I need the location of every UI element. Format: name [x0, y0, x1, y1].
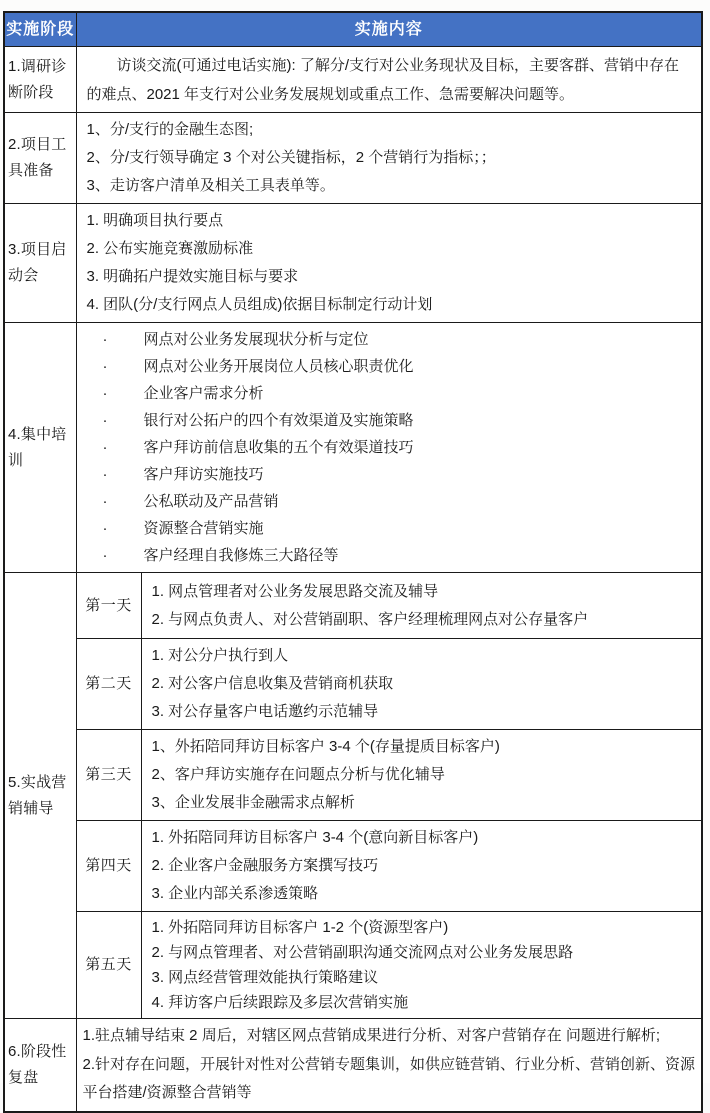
content-line: 1.驻点辅导结束 2 周后，对辖区网点营销成果进行分析、对客户营销存在 问题进行解析;: [82, 1027, 661, 1044]
phase-label-3: 3.项目启动会: [4, 204, 76, 323]
day-label-4: 第四天: [76, 821, 141, 912]
content-line: 4. 拜访客户后续跟踪及多层次营销实施: [151, 994, 409, 1011]
bullet-text: 网点对公业务发展现状分析与定位: [143, 331, 369, 348]
table-row: [4, 730, 702, 821]
table-row: [4, 1019, 702, 1112]
content-line: 2. 企业客户金融服务方案撰写技巧: [151, 857, 379, 874]
implementation-plan-table: [3, 11, 703, 1113]
header-cell-content: 实施内容: [76, 12, 702, 47]
phase-label-1: 1.调研诊断阶段: [4, 47, 76, 113]
table-row: [4, 204, 702, 323]
content-line: 1、外拓陪同拜访目标客户 3-4 个(存量提质目标客户): [151, 738, 500, 755]
bullet-item: [87, 326, 696, 353]
content-line: 3. 明确拓户提效实施目标与要求: [86, 268, 299, 285]
table-row: [4, 573, 702, 639]
bullet-text: 公私联动及产品营销: [143, 493, 279, 510]
content-line: 1. 网点管理者对公业务发展思路交流及辅导: [151, 582, 439, 600]
table-header-row: [4, 12, 702, 47]
content-line: 2. 公布实施竞赛激励标准: [86, 240, 254, 257]
bullet-icon: ·: [102, 493, 108, 510]
bullet-text: 客户拜访实施技巧: [143, 466, 264, 483]
content-line: 1. 明确项目执行要点: [86, 212, 224, 229]
phase-content-4: [76, 323, 702, 573]
content-line: 3、走访客户清单及相关工具表单等。: [86, 177, 335, 194]
content-line: 2. 与网点负责人、对公营销副职、客户经理梳理网点对公存量客户: [151, 610, 589, 628]
phase-content-6: [76, 1019, 702, 1112]
bullet-item: [87, 380, 696, 407]
phase-content-2: [76, 113, 702, 204]
content-line: 3. 对公存量客户电话邀约示范辅导: [151, 703, 379, 720]
bullet-icon: ·: [102, 385, 108, 402]
bullet-icon: ·: [102, 412, 108, 429]
day-content-5: [141, 912, 702, 1019]
bullet-item: [87, 488, 696, 515]
day-label-1: 第一天: [76, 573, 141, 639]
bullet-icon: ·: [102, 439, 108, 456]
content-line: 1. 对公分户执行到人: [151, 647, 289, 664]
bullet-text: 资源整合营销实施: [143, 520, 264, 537]
phase-label-2: 2.项目工具准备: [4, 113, 76, 204]
table-row: [4, 113, 702, 204]
bullet-item: [87, 515, 696, 542]
header-cell-phase: 实施阶段: [4, 12, 76, 47]
table-row: [4, 47, 702, 113]
table-row: [4, 639, 702, 730]
content-line: 2、分/支行领导确定 3 个对公关键指标，2 个营销行为指标；；: [86, 149, 496, 166]
bullet-text: 客户拜访前信息收集的五个有效渠道技巧: [143, 439, 414, 456]
phase-content-1: [76, 47, 702, 113]
phase-content-3: [76, 204, 702, 323]
bullet-text: 网点对公业务开展岗位人员核心职责优化: [143, 358, 414, 375]
day-content-3: [141, 730, 702, 821]
content-line: 2、客户拜访实施存在问题点分析与优化辅导: [151, 766, 445, 783]
content-line: 3、企业发展非金融需求点解析: [151, 794, 355, 811]
table-row: [4, 912, 702, 1019]
bullet-text: 银行对公拓户的四个有效渠道及实施策略: [143, 412, 414, 429]
day-label-3: 第三天: [76, 730, 141, 821]
content-line: 2. 对公客户信息收集及营销商机获取: [151, 675, 394, 692]
day-content-2: [141, 639, 702, 730]
bullet-icon: ·: [102, 466, 108, 483]
bullet-icon: ·: [102, 547, 108, 564]
bullet-item: [87, 542, 696, 569]
bullet-icon: ·: [102, 520, 108, 537]
table-row: [4, 821, 702, 912]
day-content-4: [141, 821, 702, 912]
phase-label-5: 5.实战营销辅导: [4, 573, 76, 1019]
phase-label-4: 4.集中培训: [4, 323, 76, 573]
content-line: 3. 网点经营管理效能执行策略建议: [151, 969, 379, 986]
paragraph: 访谈交流(可通过电话实施): 了解分/支行对公业务现状及目标，主要客群、营销中存在的难点、2021 年支行对公业务发展规划或重点工作、急需要解决问题等。: [86, 56, 679, 103]
day-content-1: [141, 573, 702, 639]
bullet-item: [87, 434, 696, 461]
bullet-icon: ·: [102, 331, 108, 348]
bullet-item: [87, 407, 696, 434]
bullet-text: 企业客户需求分析: [143, 385, 264, 402]
phase-label-6: 6.阶段性复盘: [4, 1019, 76, 1112]
content-line: 4. 团队(分/支行网点人员组成)依据目标制定行动计划: [86, 296, 433, 313]
content-line: 1. 外拓陪同拜访目标客户 1-2 个(资源型客户): [151, 919, 449, 936]
content-line: 2.针对存在问题，开展针对性对公营销专题集训，如供应链营销、行业分析、营销创新、资源平台搭建/资源整合营销等: [82, 1055, 696, 1101]
bullet-item: [87, 353, 696, 380]
content-line: 3. 企业内部关系渗透策略: [151, 885, 319, 902]
bullet-text: 客户经理自我修炼三大路径等: [143, 547, 339, 564]
bullet-item: [87, 461, 696, 488]
table-row: [4, 323, 702, 573]
day-label-2: 第二天: [76, 639, 141, 730]
bullet-icon: ·: [102, 358, 108, 375]
content-line: 1、分/支行的金融生态图;: [86, 121, 254, 138]
day-label-5: 第五天: [76, 912, 141, 1019]
content-line: 2. 与网点管理者、对公营销副职沟通交流网点对公业务发展思路: [151, 944, 574, 961]
content-line: 1. 外拓陪同拜访目标客户 3-4 个(意向新目标客户): [151, 829, 479, 846]
